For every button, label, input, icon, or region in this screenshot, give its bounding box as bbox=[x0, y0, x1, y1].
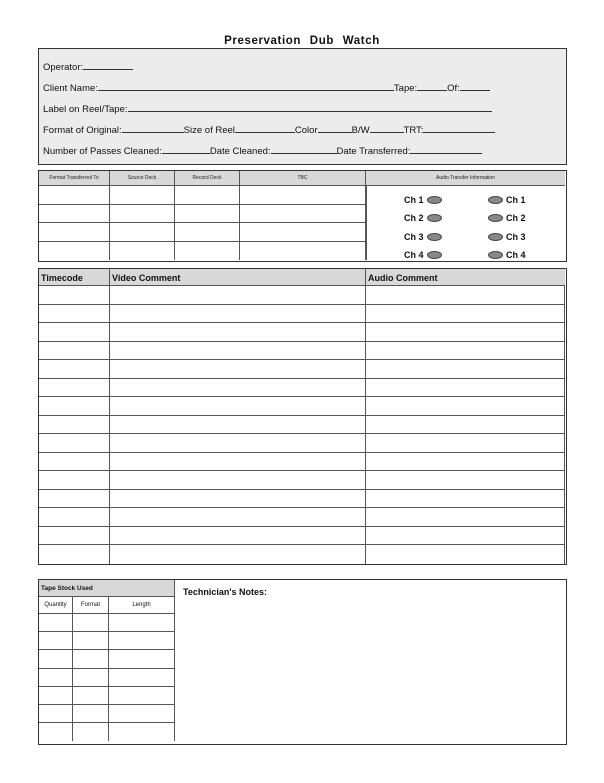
table-cell[interactable] bbox=[175, 223, 240, 242]
table-cell[interactable] bbox=[366, 416, 565, 435]
format-original-label: Format of Original: bbox=[43, 125, 122, 136]
technician-notes-area[interactable] bbox=[175, 610, 565, 742]
ch1-left-label: Ch 1 bbox=[404, 195, 424, 205]
table-cell[interactable] bbox=[73, 614, 109, 632]
tape-stock-title: Tape Stock Used bbox=[39, 580, 175, 597]
format-transfer-table bbox=[38, 170, 567, 262]
table-cell[interactable] bbox=[366, 545, 565, 564]
ch2-left-label: Ch 2 bbox=[404, 213, 424, 223]
audio-divider bbox=[366, 186, 367, 260]
audio-ch2-right[interactable] bbox=[488, 213, 526, 223]
col-length: Length bbox=[109, 597, 175, 614]
bw-field[interactable] bbox=[370, 123, 404, 133]
size-of-reel-field[interactable] bbox=[235, 123, 295, 133]
table-cell[interactable] bbox=[366, 323, 565, 342]
table-cell[interactable] bbox=[73, 705, 109, 723]
client-name-label: Client Name: bbox=[43, 83, 98, 94]
ch1-left-oval[interactable] bbox=[427, 196, 442, 204]
technician-notes-label: Technician's Notes: bbox=[183, 587, 267, 597]
col-video-comment: Video Comment bbox=[110, 269, 366, 286]
table-cell[interactable] bbox=[110, 416, 366, 435]
table-cell[interactable] bbox=[366, 508, 565, 527]
col-format-transferred: Format Transferred To bbox=[39, 171, 110, 186]
table-cell[interactable] bbox=[73, 632, 109, 650]
tape-label: Tape: bbox=[393, 83, 418, 94]
table-cell[interactable] bbox=[366, 305, 565, 324]
audio-transfer-title: Audio Transfer Information bbox=[366, 171, 565, 186]
table-cell[interactable] bbox=[39, 632, 73, 650]
passes-cleaned-field[interactable] bbox=[162, 144, 210, 154]
table-cell[interactable] bbox=[175, 205, 240, 224]
table-cell[interactable] bbox=[110, 205, 175, 224]
table-cell[interactable] bbox=[39, 453, 110, 472]
table-cell[interactable] bbox=[240, 186, 366, 205]
col-quantity: Quantity bbox=[39, 597, 73, 614]
of-label: Of: bbox=[447, 83, 460, 94]
table-cell[interactable] bbox=[110, 490, 366, 509]
table-cell[interactable] bbox=[73, 650, 109, 668]
table-cell[interactable] bbox=[39, 545, 110, 564]
cleaning-line bbox=[43, 144, 482, 157]
table-cell[interactable] bbox=[109, 669, 175, 687]
table-cell[interactable] bbox=[240, 242, 366, 261]
ch2-right-oval[interactable] bbox=[488, 214, 503, 222]
color-label: Color bbox=[294, 125, 318, 136]
table-cell[interactable] bbox=[240, 205, 366, 224]
audio-ch3-right[interactable] bbox=[488, 232, 526, 242]
ch3-left-oval[interactable] bbox=[427, 233, 442, 241]
col-timecode: Timecode bbox=[39, 269, 110, 286]
table-cell[interactable] bbox=[366, 490, 565, 509]
form-title: Preservation Dub Watch bbox=[224, 35, 380, 47]
table-cell[interactable] bbox=[366, 527, 565, 546]
table-cell[interactable] bbox=[39, 434, 110, 453]
table-cell[interactable] bbox=[39, 305, 110, 324]
trt-field[interactable] bbox=[423, 123, 495, 133]
passes-cleaned-label: Number of Passes Cleaned: bbox=[43, 146, 162, 157]
table-cell[interactable] bbox=[110, 360, 366, 379]
ch4-left-oval[interactable] bbox=[427, 251, 442, 259]
table-cell[interactable] bbox=[109, 687, 175, 705]
date-transferred-field[interactable] bbox=[410, 144, 482, 154]
col-audio-comment: Audio Comment bbox=[366, 269, 565, 286]
table-cell[interactable] bbox=[109, 705, 175, 723]
tape-field[interactable] bbox=[417, 81, 447, 91]
table-cell[interactable] bbox=[39, 379, 110, 398]
table-cell[interactable] bbox=[110, 434, 366, 453]
comments-table bbox=[38, 268, 567, 565]
table-cell[interactable] bbox=[110, 527, 366, 546]
ch4-left-label: Ch 4 bbox=[404, 250, 424, 260]
tape-stock-notes-box bbox=[38, 579, 567, 745]
col-source-deck: Source Deck bbox=[110, 171, 175, 186]
date-cleaned-field[interactable] bbox=[271, 144, 337, 154]
table-cell[interactable] bbox=[39, 687, 73, 705]
table-cell[interactable] bbox=[110, 323, 366, 342]
table-cell[interactable] bbox=[366, 286, 565, 305]
table-cell[interactable] bbox=[109, 723, 175, 741]
format-original-field[interactable] bbox=[122, 123, 184, 133]
trt-label: TRT: bbox=[403, 125, 424, 136]
of-field[interactable] bbox=[460, 81, 490, 91]
table-cell[interactable] bbox=[366, 453, 565, 472]
table-cell[interactable] bbox=[366, 360, 565, 379]
table-cell[interactable] bbox=[110, 379, 366, 398]
table-cell[interactable] bbox=[39, 223, 110, 242]
table-cell[interactable] bbox=[110, 305, 366, 324]
table-cell[interactable] bbox=[73, 669, 109, 687]
table-cell[interactable] bbox=[366, 342, 565, 361]
table-cell[interactable] bbox=[110, 545, 366, 564]
table-cell[interactable] bbox=[39, 614, 73, 632]
table-cell[interactable] bbox=[109, 632, 175, 650]
table-cell[interactable] bbox=[109, 650, 175, 668]
table-cell[interactable] bbox=[39, 471, 110, 490]
table-cell[interactable] bbox=[366, 434, 565, 453]
size-of-reel-label: Size of Reel bbox=[183, 125, 235, 136]
table-cell[interactable] bbox=[39, 705, 73, 723]
table-cell[interactable] bbox=[39, 186, 110, 205]
table-cell[interactable] bbox=[39, 508, 110, 527]
audio-ch1-left[interactable] bbox=[404, 195, 442, 205]
table-cell[interactable] bbox=[39, 242, 110, 261]
ch3-right-label: Ch 3 bbox=[506, 232, 526, 242]
table-cell[interactable] bbox=[39, 397, 110, 416]
table-cell[interactable] bbox=[39, 342, 110, 361]
audio-ch3-left[interactable] bbox=[404, 232, 442, 242]
header-info-box bbox=[38, 48, 567, 165]
audio-ch1-right[interactable] bbox=[488, 195, 526, 205]
table-cell[interactable] bbox=[175, 186, 240, 205]
color-field[interactable] bbox=[318, 123, 352, 133]
ch4-right-label: Ch 4 bbox=[506, 250, 526, 260]
table-cell[interactable] bbox=[110, 508, 366, 527]
table-cell[interactable] bbox=[39, 286, 110, 305]
ch2-left-oval[interactable] bbox=[427, 214, 442, 222]
table-cell[interactable] bbox=[110, 397, 366, 416]
table-cell[interactable] bbox=[110, 286, 366, 305]
table-cell[interactable] bbox=[110, 223, 175, 242]
client-name-field[interactable] bbox=[98, 81, 394, 91]
table-cell[interactable] bbox=[39, 205, 110, 224]
table-cell[interactable] bbox=[110, 342, 366, 361]
table-cell[interactable] bbox=[73, 687, 109, 705]
table-cell[interactable] bbox=[39, 360, 110, 379]
ch3-right-oval[interactable] bbox=[488, 233, 503, 241]
table-cell[interactable] bbox=[39, 669, 73, 687]
table-cell[interactable] bbox=[366, 379, 565, 398]
ch3-left-label: Ch 3 bbox=[404, 232, 424, 242]
ch1-right-label: Ch 1 bbox=[506, 195, 526, 205]
table-cell[interactable] bbox=[110, 453, 366, 472]
ch4-right-oval[interactable] bbox=[488, 251, 503, 259]
table-cell[interactable] bbox=[73, 723, 109, 741]
col-format: Format bbox=[73, 597, 109, 614]
ch1-right-oval[interactable] bbox=[488, 196, 503, 204]
operator-line bbox=[43, 60, 133, 73]
table-cell[interactable] bbox=[39, 723, 73, 741]
operator-field[interactable] bbox=[83, 60, 133, 70]
table-cell[interactable] bbox=[39, 650, 73, 668]
table-cell[interactable] bbox=[39, 527, 110, 546]
table-cell[interactable] bbox=[39, 323, 110, 342]
table-cell[interactable] bbox=[39, 416, 110, 435]
col-record-deck: Record Deck bbox=[175, 171, 240, 186]
table-cell[interactable] bbox=[110, 186, 175, 205]
table-cell[interactable] bbox=[39, 490, 110, 509]
format-line bbox=[43, 123, 495, 136]
audio-ch4-left[interactable] bbox=[404, 250, 442, 260]
table-cell[interactable] bbox=[109, 614, 175, 632]
table-cell[interactable] bbox=[110, 242, 175, 261]
table-cell[interactable] bbox=[366, 471, 565, 490]
date-transferred-label: Date Transferred: bbox=[336, 146, 411, 157]
audio-ch2-left[interactable] bbox=[404, 213, 442, 223]
operator-label: Operator: bbox=[43, 62, 84, 73]
label-on-reel-field[interactable] bbox=[128, 102, 492, 112]
audio-ch4-right[interactable] bbox=[488, 250, 526, 260]
table-cell[interactable] bbox=[366, 397, 565, 416]
ch2-right-label: Ch 2 bbox=[506, 213, 526, 223]
client-line bbox=[43, 81, 490, 94]
col-tbc: TBC bbox=[240, 171, 366, 186]
label-on-reel-label: Label on Reel/Tape: bbox=[43, 104, 128, 115]
bw-label: B/W bbox=[351, 125, 370, 136]
table-cell[interactable] bbox=[110, 471, 366, 490]
table-cell[interactable] bbox=[240, 223, 366, 242]
table-cell[interactable] bbox=[175, 242, 240, 261]
label-line bbox=[43, 102, 492, 115]
date-cleaned-label: Date Cleaned: bbox=[209, 146, 271, 157]
